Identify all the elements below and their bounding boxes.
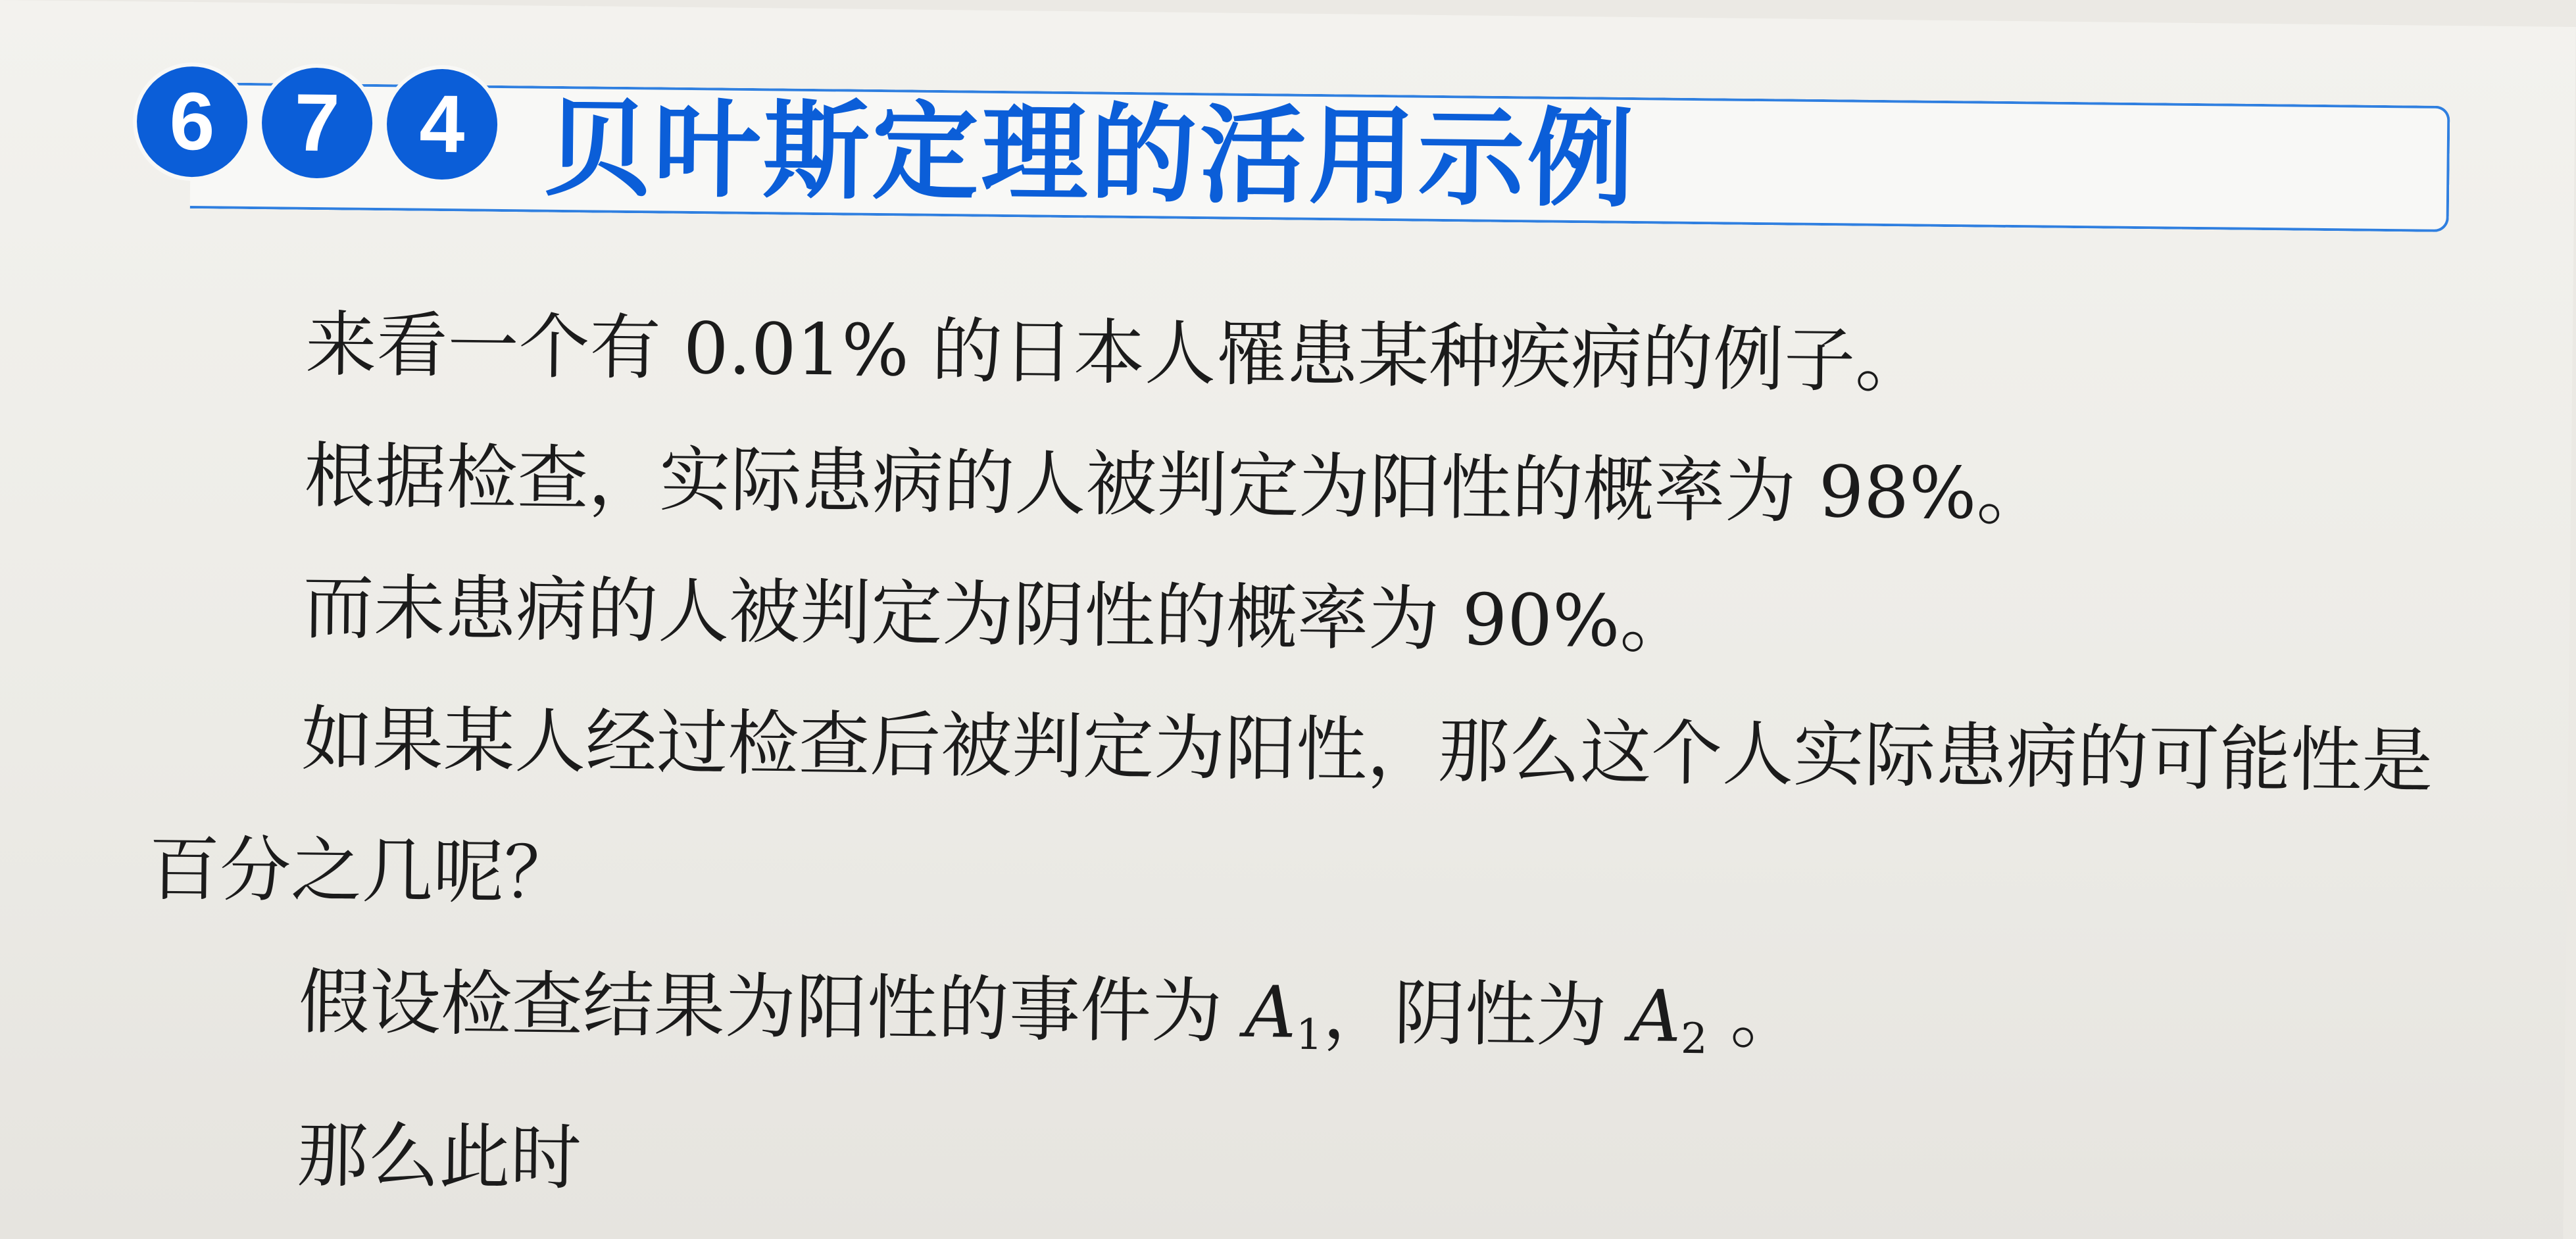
paragraph-3: 而未患病的人被判定为阴性的概率为 90%。 [302,566,1692,664]
section-number-digit-3: 4 [386,68,498,180]
section-header [136,43,2453,258]
section-number-digit-2: 7 [261,67,373,179]
paragraph-2: 根据检查，实际患病的人被判定为阳性的概率为 98%。 [303,435,2048,536]
event-a2 [1629,975,1708,1064]
section-title: 贝叶斯定理的活用示例 [543,87,1637,223]
body-text [145,278,2458,1239]
paragraph-5-text-before: 假设检查结果为阳性的事件为 [298,961,1245,1054]
event-a2-symbol: A [1629,975,1682,1058]
paragraph-5 [147,935,2450,1113]
paragraph-4: 如果某人经过检查后被判定为阳性，那么这个人实际患病的可能性是百分之几呢？ [148,698,2433,915]
section-number-digit-1: 6 [136,66,248,178]
paragraph-6: 那么此时 [296,1114,582,1200]
event-a2-subscript: 2 [1680,1014,1708,1064]
event-a1 [1244,971,1324,1060]
event-a1-subscript: 1 [1295,1010,1324,1060]
event-a1-symbol: A [1244,971,1297,1054]
paragraph-1: 来看一个有 0.01% 的日本人罹患某种疾病的例子。 [305,303,1927,403]
section-number [136,66,498,180]
paragraph-5-text-middle: ，阴性为 [1322,972,1631,1058]
paragraph-5-text-after: 。 [1707,976,1802,1059]
